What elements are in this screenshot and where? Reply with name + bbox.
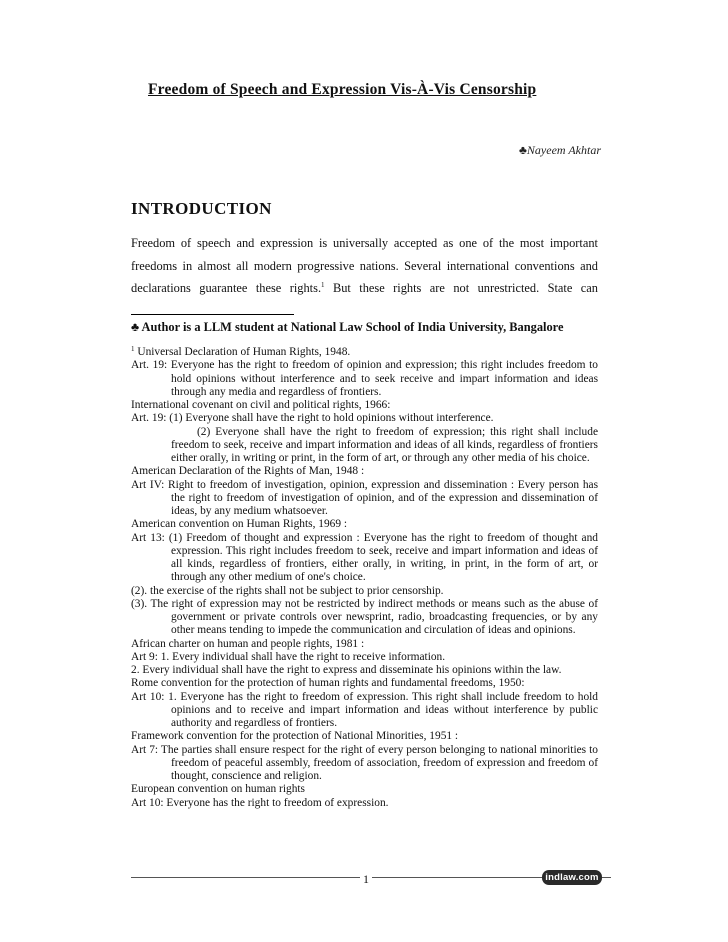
intro-line: freedoms in almost all modern progressive nations. Several international conventions and	[131, 258, 598, 273]
footnote-line: International covenant on civil and political rights, 1966:	[131, 399, 391, 411]
footnote-line: Art. 19: Everyone has the right to freedom of opinion and expression; this right includes freedom to hold opinions without interference and to seek receive and impart information and ideas through any media and regardless of frontiers.	[131, 359, 598, 398]
footnote-line: Art. 19: (1) Everyone shall have the right to hold opinions without interference.	[131, 412, 494, 425]
club-symbol-icon: ♣	[519, 143, 527, 157]
footnote-marker: 1	[131, 345, 135, 353]
footnote-line: Art 13: (1) Freedom of thought and expression : Everyone has the right to freedom of thought and expression. This right includes freedom to seek, receive and impart information and ideas of all kinds, regardless of frontiers, either orally, in writing, in print, in the form of art, or through any other medium of one's choice.	[131, 531, 598, 584]
section-heading: INTRODUCTION	[131, 199, 272, 218]
intro-paragraph	[131, 232, 598, 300]
footnote-line: American Declaration of the Rights of Man, 1948 :	[131, 465, 365, 478]
footnote-line: European convention on human rights	[131, 783, 305, 796]
footnote-line: (2). the exercise of the rights shall not be subject to prior censorship.	[131, 584, 444, 597]
footnote-line: American convention on Human Rights, 1969 :	[131, 518, 348, 531]
footnote-line: 2. Every individual shall have the right to express and disseminate his opinions within the law.	[131, 664, 562, 676]
footnote-line: $^1$ Universal Declaration of Human Rights, 1948.	[131, 345, 351, 358]
footnote-line: Art 10: 1. Everyone has the right to freedom of expression. This right shall include freedom to hold opinions and to receive and impart information and ideas without interference by public authority and regardless of frontiers.	[131, 690, 598, 729]
page-number: 1	[360, 872, 372, 887]
intro-line: Freedom of speech and expression is universally accepted as one of the most important	[131, 236, 598, 250]
author-footnote: ♣ Author is a LLM student at National Law School of India University, Bangalore	[131, 320, 564, 334]
intro-line: declarations guarantee these rights.$^1$ But these rights are not unrestricted. State can	[131, 281, 598, 295]
footnote-line: Rome convention for the protection of human rights and fundamental freedoms, 1950:	[131, 677, 525, 690]
footnote-line: African charter on human and people rights, 1981 :	[131, 637, 365, 650]
footnotes	[131, 346, 598, 810]
footnote-line: Art 9: 1. Every individual shall have the right to receive information.	[131, 650, 446, 663]
footnote-line: (2) Everyone shall have the right to freedom of expression; this right shall include freedom to seek, receive and impart information and ideas of all kinds, regardless of frontiers either orally, in writing or print, in the form of art, or through any other media of his choice.	[171, 425, 598, 464]
footnote-line: Art 7: The parties shall ensure respect for the right of every person belonging to national minorities to freedom of peaceful assembly, freedom of association, freedom of expression and freedom of thought, conscience and religion.	[131, 743, 598, 782]
footnote-line: (3). The right of expression may not be restricted by indirect methods or means such as the abuse of government or private controls over newsprint, radio, broadcasting frequencies, or by any other means tending to impede the communication and circulation of ideas and opinions.	[131, 597, 598, 637]
author-name: Nayeem Akhtar	[526, 143, 601, 157]
footnote-separator	[131, 314, 294, 315]
author-byline	[519, 143, 601, 158]
footnote-reference[interactable]: 1	[321, 281, 325, 289]
document-title: Freedom of Speech and Expression Vis-À-Vis Censorship	[148, 81, 537, 98]
indlaw-logo: indlaw.com	[542, 870, 602, 885]
footnote-line: Framework convention for the protection of National Minorities, 1951 :	[131, 730, 459, 743]
footnote-line: Art 10: Everyone has the right to freedom of expression.	[131, 796, 389, 809]
footnote-line: Art IV: Right to freedom of investigation, opinion, expression and dissemination : Every person has the right to freedom of investigation of opinion, and of the expression and dissemination of ideas, by any medium whatsoever.	[131, 478, 598, 517]
